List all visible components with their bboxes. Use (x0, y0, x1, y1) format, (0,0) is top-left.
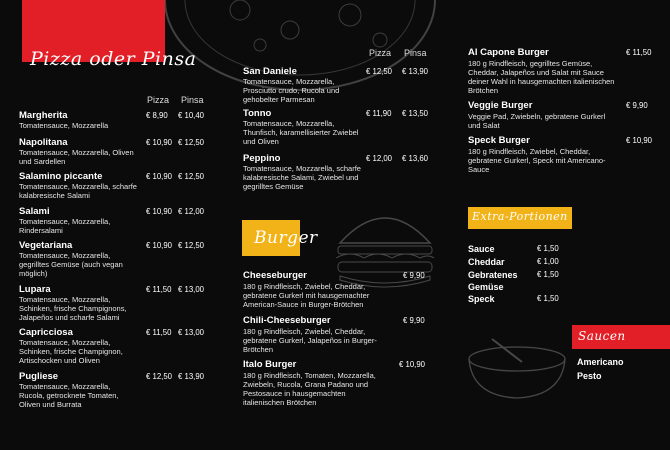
item-price-pinsa: € 12,50 (178, 241, 205, 250)
burger-price: € 9,90 (403, 316, 425, 325)
item-name: Lupara (19, 284, 51, 295)
item-name: Vegetariana (19, 240, 73, 251)
burger-price: € 11,50 (626, 48, 652, 57)
burger-desc: 180 g Rindfleisch, Zwiebel, Cheddar, gebratene Gurkerl, Jalapeños in Burger-Brötchen (243, 327, 377, 354)
item-price-pinsa: € 12,50 (178, 138, 205, 147)
item-name: Pugliese (19, 371, 59, 382)
item-price-pizza: € 12,50 (366, 67, 393, 76)
item-price-pizza: € 12,00 (366, 154, 393, 163)
item-desc: Tomatensauce, Mozzarella, scharfe kalabresische Salami, Zwiebel und gegrilltes Gemüse (243, 164, 361, 191)
item-name: Capricciosa (19, 327, 73, 338)
burger-price: € 9,90 (626, 101, 648, 110)
sauce-bowl-illustration-icon (462, 334, 572, 404)
extra-name: Cheddar (468, 257, 505, 267)
item-price-pizza: € 11,50 (146, 328, 172, 337)
burger-name: Speck Burger (468, 135, 530, 146)
item-price-pinsa: € 12,50 (178, 172, 205, 181)
item-desc: Tomatensauce, Mozzarella, Thunfisch, karamellisierter Zwiebel und Oliven (243, 119, 359, 146)
burger-name: Chili-Cheeseburger (243, 315, 331, 326)
item-desc: Tomatensauce, Mozzarella, Rucola, getrocknete Tomaten, Oliven und Burrata (19, 382, 119, 409)
item-price-pizza: € 12,50 (146, 372, 173, 381)
sauce-name: Pesto (577, 371, 602, 381)
item-price-pinsa: € 12,00 (178, 207, 205, 216)
item-name: Tonno (243, 108, 272, 119)
sauce-name: Americano (577, 357, 624, 367)
col-header-pizza: Pizza (147, 95, 170, 105)
burger-price: € 10,90 (399, 360, 426, 369)
col-header-pizza-mid: Pizza (369, 48, 392, 58)
burger-desc: 180 g Rindfleisch, Tomaten, Mozzarella, Zwiebeln, Rucola, Grana Padano und Pestosauce in hausgemachten italienischen Brötchen (243, 371, 376, 407)
item-name: Salami (19, 206, 50, 217)
item-desc: Tomatensauce, Mozzarella (19, 121, 109, 130)
item-desc: Tomatensauce, Mozzarella, Schinken, frische Champignon, Artischocken und Oliven (19, 338, 123, 365)
item-price-pizza: € 11,90 (366, 109, 392, 118)
item-desc: Tomatensauce, Mozzarella, Prosciutto crudo, Rucola und gehobelter Parmesan (243, 77, 340, 104)
item-desc: Tomatensauce, Mozzarella, Schinken, frische Champignons, Jalapeños und scharfe Salami (19, 295, 127, 322)
burger-price: € 10,90 (626, 136, 653, 145)
item-price-pinsa: € 13,00 (178, 285, 205, 294)
item-name: Salamino piccante (19, 171, 103, 182)
item-name: Napolitana (19, 137, 68, 148)
item-price-pizza: € 10,90 (146, 138, 173, 147)
col-header-pinsa-mid: Pinsa (404, 48, 427, 58)
extra-price: € 1,50 (537, 244, 559, 253)
burger-name: Italo Burger (243, 359, 297, 370)
pizza-section-title: Pizza oder Pinsa (30, 48, 197, 70)
extra-name: Sauce (468, 244, 495, 254)
burger-price: € 9,90 (403, 271, 425, 280)
burger-desc: 180 g Rindfleisch, Zwiebel, Cheddar, gebratene Gurkerl mit hausgemachter American-Sauce in Burger-Brötchen (243, 282, 370, 309)
burger-name: Veggie Burger (468, 100, 533, 111)
item-desc: Tomatensauce, Mozzarella, scharfe kalabresische Salami (19, 182, 137, 200)
item-price-pizza: € 10,90 (146, 172, 173, 181)
item-price-pizza: € 10,90 (146, 241, 173, 250)
item-name: San Daniele (243, 66, 297, 77)
extra-price: € 1,50 (537, 294, 559, 303)
item-price-pinsa: € 13,50 (402, 109, 429, 118)
item-price-pinsa: € 13,60 (402, 154, 429, 163)
extras-section-title: Extra-Portionen (472, 210, 568, 223)
extra-name: Speck (468, 294, 495, 304)
burger-desc: 180 g Rindfleisch, gegrilltes Gemüse, Cheddar, Jalapeños und Salat mit Sauce deiner Wahl in hausgemachten italienischen Brötchen (468, 59, 615, 95)
burger-name: Al Capone Burger (468, 47, 549, 58)
item-desc: Tomatensauce, Mozzarella, gegrilltes Gemüse (auch vegan möglich) (19, 251, 123, 278)
saucen-section-title: Saucen (578, 329, 626, 343)
burger-desc: 180 g Rindfleisch, Zwiebel, Cheddar, gebratene Gurkerl, Speck mit Americano-Sauce (468, 147, 606, 174)
item-price-pinsa: € 13,90 (402, 67, 429, 76)
item-price-pizza: € 10,90 (146, 207, 173, 216)
item-price-pinsa: € 10,40 (178, 111, 205, 120)
burger-name: Cheeseburger (243, 270, 307, 281)
item-price-pinsa: € 13,90 (178, 372, 205, 381)
extra-price: € 1,00 (537, 257, 559, 266)
burger-desc: Veggie Pad, Zwiebeln, gebratene Gurkerl und Salat (468, 112, 606, 130)
item-price-pinsa: € 13,00 (178, 328, 205, 337)
item-name: Margherita (19, 110, 68, 121)
item-desc: Tomatensauce, Mozzarella, Oliven und Sardellen (19, 148, 134, 166)
burger-section-title: Burger (254, 228, 318, 248)
item-name: Peppino (243, 153, 281, 164)
extra-name: Gebratenes Gemüse (468, 270, 518, 292)
extra-price: € 1,50 (537, 270, 559, 279)
item-price-pizza: € 8,90 (146, 111, 168, 120)
item-price-pizza: € 11,50 (146, 285, 172, 294)
item-desc: Tomatensauce, Mozzarella, Rindersalami (19, 217, 111, 235)
col-header-pinsa: Pinsa (181, 95, 204, 105)
